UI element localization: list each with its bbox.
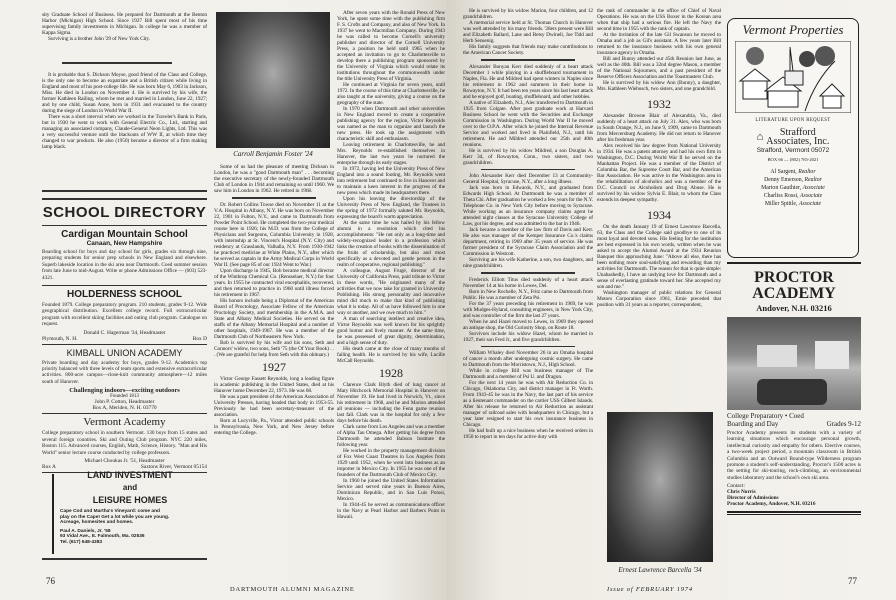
paragraph: Alexander Bunyan Kerr died suddenly of a heart attack December 1 while playing in a shuffleboard tournament in Naples, Fla. He and Mildred had spent winters in Naples since his retirement in 1962 and summers in their home in Rowayton, N.Y. It had been ten years since his last heart attack and he enjoyed golf, boating, shuffleboard, and other hobbies. xyxy=(463,63,593,100)
ad-body: Cape Cod and Martha's Vineyard: come and play on the Cape! Get a lot while you are young. Acreage, homesites and homes. xyxy=(60,509,170,526)
paragraph: His family suggests that friends may make contributions to the American Cancer Society. xyxy=(463,44,593,56)
ad-bar xyxy=(52,474,54,554)
paragraph: sity Graduate School of Business. He prepared for Dartmouth at the Benton Harbor (Michigan) High School. Since 1927 Bill spent most of his time supervising family investments in Michigan. In college he was a member of Kappa Sigma. xyxy=(42,12,207,36)
ad-location: Andover, N.H. 03216 xyxy=(756,303,832,313)
paragraph: Bill and Bunny attended our 45th Reunion last June, as well as the 40th. Bill was a 32nd degree Mason, a member of the National Sojourners, and a past president of the Reserve Officers Association and the Toastmasters Club. xyxy=(597,56,721,80)
obituary-text xyxy=(42,12,207,42)
paragraph: A memorial service held at St. Thomas Church in Hanover was well attended by his many friends. '28ers present were Bill and Elizabeth Ballard, Lane and Betsy Dwinell, Joe Tidd and Herb Sensenig. xyxy=(463,20,593,44)
school-name: Vermont Academy xyxy=(83,416,166,429)
paragraph: Alexander Browne Blair of Alexandria, Va., died suddenly of a heart attack on July 31. Alex, who was born in South Orange, N.J., on June 9, 1909, came to Dartmouth from Mercersburg Academy. He did not return to Hanover after his freshman year. xyxy=(597,113,721,143)
divider xyxy=(727,511,861,515)
paragraph: Some of us had the pleasure of meeting Dickson in London, he was a "good Dartmouth man" . . . becoming the executive secretary of the newly-founded Dartmouth Club of London in 1944 and remaining so until 1960. We saw him in London in 1962. He retired in 1968. xyxy=(214,164,334,194)
school-address: Saxtons River, Vermont 05154 xyxy=(140,463,207,470)
issue-footer: Issue of FEBRUARY 1974 xyxy=(607,586,693,593)
magazine-footer: DARTMOUTH ALUMNI MAGAZINE xyxy=(230,586,355,593)
obituary-moyse xyxy=(42,72,207,150)
divider xyxy=(481,272,575,274)
paragraph: Upon his leaving the directorship of the University Press of New England, the Trustees in the spring of 1972 formally saluted Mr. Reynolds, expressing the board's warm appreciation. xyxy=(337,196,445,220)
ad-headline: LAND INVESTMENT xyxy=(87,470,173,480)
school-directory-title: SCHOOL DIRECTORY xyxy=(42,198,207,226)
ad-body: Proctor Academy presents its students with a variety of learning situations which encourage personal growth, intellectual curiosity and empathy for others. Elective courses, a two-week project period, a mountain classroom in British Columbia and an Outward Bound-type Wilderness program promote a student's self-understanding. Proctor's 1500 acres is the setting for ski-touring, rock-climbing, an environmental studies laboratory and the school's own ski area. xyxy=(727,430,861,481)
paragraph: He is survived by his widow Ann (Bunny), a daughter, Mrs. Kathleen Wiebusch, two sisters, and one grandchild. xyxy=(597,80,721,92)
paragraph: A native of Elizabeth, N.J., Alec transferred to Dartmouth in 1925 from Colgate. After post graduate work at Harvard Business School he went with the Securities and Exchange Commission in Washington. During World War II he moved over to the O.P.A. After which he joined the Internal Revenue Service and worked and lived in Plainfield, N.J., until his retirement. He and Mildred attended our 25th and 40th reunions. xyxy=(463,99,593,148)
staff-member: Denny Emerson, Realtor xyxy=(764,177,822,183)
paragraph: For the 37 years preceding his retirement in 1969, he was with Mudges-Hyland, consulting engineers, in New York City, and was controller of the firm the last 27 years. xyxy=(463,300,593,319)
paragraph: His death came at the close of many months of failing health. He is survived by his wife, Lucille McCall Reynolds. xyxy=(337,346,445,364)
paragraph: For the next 14 years he was with Air Reduction Co. in Chicago, Oklahoma City, and district manager in Ft. Worth. From 1943-45 he was in the Navy, the last part of his service as a lieutenant commander on the carrier USS Gilbert Islands. After his release he returned to Air Reduction as assistant manager of railroad sales with headquarters in Chicago, but a year later resigned to start his own insurance business in Chicago. xyxy=(463,380,593,428)
paragraph: Clarence Clark Blyth died of lung cancer at Mary Hitchcock Memorial Hospital in Hanover on November 19. He had lived in Norwich, Vt., since his retirement in 1968, and he and Marion attended all reunions — including the Fenn game reunion last fall. Clark was in the hospital for only a few days before his death. xyxy=(337,382,445,424)
paragraph: After seven years with the Ronald Press of New York, he spent some time with the publishing firm F. S. Crofts and Company, and also of New York. In 1937 he went to Macmillan Company. During 1943 he was called to become Cornell's university publisher and director of the Cornell University Press, a position he held until 1965 when he accepted an invitation to go to Charlottesville to develop there a publishing program sponsored by the University of Virginia which would relate its institutions throughout the commonwealth under the title University Press of Virginia. xyxy=(337,10,445,82)
page-number: 77 xyxy=(848,576,857,586)
paragraph: At the same time he was hailed by his fellow alumni in a resolution which cited his accomplishments: "He not only as a long-time and widely-recognized leader in a profession which links the creation of books with the dissemination of the fruits of scholarship, but also and most specifically as a devoted and gentle person in the realm of cooperative, regional publishing." xyxy=(337,220,445,268)
company-phone: BOX 66 — (802) 765-2021 xyxy=(767,157,819,162)
staff-list xyxy=(728,168,858,208)
staff-member: Marion Gauthier, Associate xyxy=(761,185,825,191)
divider xyxy=(481,59,575,61)
divider xyxy=(62,62,172,64)
barn-logo-icon: ⌂ xyxy=(756,131,764,143)
campus-photo xyxy=(727,317,861,410)
school-holderness xyxy=(42,289,207,345)
paragraph: Bob is survived by his wife and his sons, Seth and Connors' widow, two sons, Seth '75 (the Of Your Book) . . . (We are grateful for help from Seth with this obituary.) xyxy=(214,339,334,358)
paragraph: It is probable that S. Dickson Moyse, good friend of the Class and College, is the only one to become an expatriate and a British citizen while living in England and most of his post-college life. He was born May 6, 1903 in Jackson, Miss. He died in London on November 4. He is survived by his wife, the former Kathleen Railing, whom he met and married in London, June 22, 1927; and by one child, Susan Anne, born in 1931 and evacuated to the country during the siege of London in World War II. xyxy=(42,72,207,114)
paragraph: Surviving are his wife Katherine, a son, two daughters, and nine grandchildren. xyxy=(463,257,593,269)
company-town: Strafford, Vermont 05072 xyxy=(756,147,830,154)
paragraph: In 1960 he joined the United States Information Service and served nine years in Buenos Aires, Dominican Republic, and in San Luis Potosi, Mexico. xyxy=(337,478,445,502)
divider xyxy=(232,197,316,199)
ad-contact-address: 93 Vidal Ave., E. Falmouth, Ma. 02536 xyxy=(60,534,145,540)
school-name: KIMBALL UNION ACADEMY xyxy=(66,347,183,358)
paragraph: Jack became a member of the law firm of Davis and Kerr. He also was manager of the Kemper Insurance Co.'s claims department, retiring in 1969 after 35 years of service. He was former president of the Syracuse Claim Association and the Commission in Westcott. xyxy=(463,227,593,257)
village-illustration xyxy=(735,41,851,113)
school-address: Box A, Meriden, N. H. 03770 xyxy=(92,405,157,412)
paragraph: Alex received his law degree from National University in 1934. He was a patent attorney and had his own firm in Washington, D.C. During World War II he served on the Manhattan Project. He was a member of the District of Columbia Bar, the Supreme Court Bar, and the American Bar Association. He was active in the Washington area in the rehabilitation of alcoholics and was a member of the D.C. Council on Alcoholism and Drug Abuse. He is survived by his widow Sylvia E. Blair, to whom the Class extends its deepest sympathy. xyxy=(597,143,721,203)
school-description: Boarding school for boys and day school for girls, grades six through nine, preparing students for senior prep schools in New England and elsewhere. Superb lakeside location in the ski area near Dartmouth. Coed summer session from late June to mid-August. Write or phone Admissions Office — (603) 523-4321. xyxy=(42,249,207,281)
ad-headline: LEISURE HOMES xyxy=(92,495,168,505)
paragraph: Jack was born in Edwards, N.Y., and graduated from Edwards High School. At Dartmouth he was a member of Theta Chi. After graduation he worked a few years for the N.Y. Telephone Co. in New York City before moving to Syracuse. While working as an insurance company claims agent he attended night classes at the Syracuse University College of Law, got his degree, and was admitted to the bar in 1946. xyxy=(463,185,593,227)
paragraph: Victor George Fassett Reynolds, long a leading figure in academic publishing in the United States, died at his Hanover home December 22, 1973. He was 68. xyxy=(214,375,334,394)
ad-headline: and xyxy=(122,483,138,492)
paragraph: In 1944-45 he served as communications officer in the Navy at Pearl Harbor and Barbers Point in Hawaii. xyxy=(337,502,445,520)
left-page xyxy=(0,0,447,600)
paragraph: His honors include being a Diplomat of the American Board of Proctology, Associate Fellow of the American Proctology Society, and membership in the A.M.A. and State and Albany Medical Societies. He served on the staffs of the Albany Memorial Hospital and a number of other hospitals, 1949-1967. He was a member of the Dartmouth Club of Northeastern New York. xyxy=(214,297,334,340)
school-description: Private boarding and day academy for boys, grades 9-12. Academics top priority balanced with three levels of team sports and extensive extracurricular activities. 800-acre campus—close-knit community atmosphere—12 miles south of Hanover. xyxy=(42,359,207,385)
paragraph: John Alexander Kerr died December 13 at Community-General Hospital, Syracuse, N.Y., after a long illness. xyxy=(463,173,593,185)
contact-address: Proctor Academy, Andover, N.H. 03216 xyxy=(727,501,816,508)
paragraph: Clark came from Los Angeles and was a member of Alpha Tau Omega. After getting his degree from Dartmouth he attended Babson Institute the following year. xyxy=(337,424,445,448)
land-investment-ad xyxy=(42,457,207,560)
obituary-column-2 xyxy=(597,8,721,308)
obituary-column-3 xyxy=(337,10,445,520)
paragraph: He continued at Virginia for seven years, until 1972. In the course of this time at Charlottesville, he also taught at the university, giving a course on the geography of the state. xyxy=(337,82,445,106)
staff-member: Charliss Rossi, Associate xyxy=(763,193,823,199)
obituary-column-2 xyxy=(214,164,334,436)
school-cardigan xyxy=(42,229,207,286)
paragraph: Born in New Rochelle, N.Y., Fritz came to Dartmouth from Public. He was a member of Zeta Psi. xyxy=(463,288,593,301)
school-name: Cardigan Mountain School xyxy=(61,229,188,240)
company-name: Associates, Inc. xyxy=(766,136,830,147)
paragraph: On the death January 19 of Ernest Lawrence Barcella, 63, the Class and the College said goodbye to one of its most loyal and devoted sons. His feeling for the institution are best expressed in his own words, written when he was asked to accept the Alumni Award at the 1934 Reunion Banquet this approaching June: "Above all else, there has been nothing more soul-satisfying and rewarding than my activities for Dartmouth. The reason for that is quite simple: Unabashedly, I have an undying love for Dartmouth and a sense of everlasting gratitude toward her. She accepted my son and me." xyxy=(597,224,721,290)
school-contact: Donald C. Hagerman '34, Headmaster xyxy=(83,329,166,336)
paragraph: A colleague, August Frugé, director of the University of California Press, paid tribute to Victor in these words, "He originated many of the activities that we now take for granted in University Publishing. His strong personality and innovative mind did much to make that kind of publishing what it is today. All of us have followed him in one way or another, and we owe much to him." xyxy=(337,268,445,316)
ad-tagline: Boarding and Day xyxy=(727,419,779,428)
divider xyxy=(481,346,575,348)
paragraph: William Whaley died November 26 in an Omaha hospital of cancer a month after undergoing cosmic surgery. He came to Dartmouth from the Morristown, N.J., High School. xyxy=(463,350,593,368)
contact-name: Chris Norris xyxy=(727,489,756,496)
ad-grades: Grades 9-12 xyxy=(826,419,861,428)
staff-member: Miller Spittle, Associate xyxy=(764,201,822,207)
paragraph: Upon discharge in 1945, Bob became medical director of the Winthrop Chemical Co. (Rensselaer, N.Y.) for four years. In 1955 he contracted viral encephalitis, recovered, and then returned to practice in 1960 until illness forced his retirement in 1967. xyxy=(214,267,334,298)
class-year-heading: 1934 xyxy=(647,208,671,222)
ad-contact-name: Paul A. Daniels, Jr. '58 xyxy=(60,528,111,534)
ad-title: Vermont Properties xyxy=(742,22,844,37)
contact-title: Director of Admissions xyxy=(727,495,779,502)
school-description: College preparatory school in southern Vermont. 130 boys from 15 states and several foreign countries. Ski and Outing Club program. NYC 220 miles, Boston 115. Advanced courses, English, Math, Science, History. "Man and His World" senior lecture course conducted by college professors. xyxy=(42,430,207,456)
divider xyxy=(42,190,207,192)
divider xyxy=(481,169,575,171)
paragraph: At the invitation of the late Gil Swanson he moved to Omaha and a job as Gil's assistant. A few years later Bill returned to the insurance business with his own general insurance agency in Omaha. xyxy=(597,32,721,56)
company-name: Strafford xyxy=(779,127,816,138)
ad-tagline: College Preparatory • Coed xyxy=(727,412,804,420)
contact-label: Contact: xyxy=(727,483,745,490)
page-number: 76 xyxy=(46,576,55,586)
proctor-academy-ad xyxy=(727,262,861,515)
school-address: Plymouth, N. H. xyxy=(42,335,78,342)
portrait-photo xyxy=(607,412,713,562)
portrait-photo xyxy=(216,12,330,148)
paragraph: In 1972, having led the University Press of New England into a sound footing, Mr. Reynolds went into retirement but continued to live in Hanover and to maintain a keen interest in the progress of the new press which made its headquarters there. xyxy=(337,166,445,196)
paragraph: Washington manager of public relations for General Motors Corporation since 1961, Ernie preceded that position with 31 years as a reporter, correspondent, xyxy=(597,290,721,308)
right-page xyxy=(447,0,896,600)
paragraph: Survivors include his widow Hazel, whom he married in 1927, their son Fred Jr., and five grandchildren. xyxy=(463,330,593,343)
paragraph: Frederick Elliott Titus died suddenly of a heart attack November 14 at his home in Lewes, Del. xyxy=(463,276,593,289)
paragraph: In 1970 when Dartmouth and other universities in New England moved to create a cooperative publishing agency for the region, Victor Reynolds was named as the man to organize and launch the new press. He took up the assignment with characteristic skill and enthusiasm. xyxy=(337,106,445,142)
paragraph: Leaving retirement in Charlottesville, he and Mrs. Reynolds re-established themselves in Hanover, the last two years he nurtured the enterprise through its early stages. xyxy=(337,142,445,166)
school-description: Founded 1879. College preparatory program. 210 students, grades 9-12. Wide geographical distribution. Excellent college record. Full extracurricular program with excellent skiing facilities and outing club program. Catalogue on request. xyxy=(42,302,207,328)
paragraph: He was a past president of the American Association of University Presses, having headed that body in 1953-55. Previously he had been secretary-treasurer of the association. xyxy=(214,393,334,418)
paragraph: He is survived by his widow Mildred, a son Douglas A. Kerr 3d, of Rowayton, Conn., two sisters, and two grandchildren. xyxy=(463,147,593,166)
class-year-heading: 1932 xyxy=(647,97,671,111)
school-directory xyxy=(42,198,207,473)
ad-title: PROCTOR ACADEMY xyxy=(752,269,836,302)
paragraph: He worked in the property management division of Fox West Coast Theatres in Los Angeles from 1929 until 1952, when he went into business as an importer in Mexico City. In 1955 he was one of the founders of the Dartmouth Club of Mexico City. xyxy=(337,448,445,478)
paragraph: He is survived by his widow Marion, four children, and 12 grandchildren. xyxy=(463,8,593,20)
staff-member: Al Sargent, Realtor xyxy=(770,169,816,175)
school-box: Box A xyxy=(42,463,56,470)
school-name: HOLDERNESS SCHOOL xyxy=(66,289,182,301)
paragraph: There was a short interval when we worked in the Traveler's Bank in Paris, but in 1930 he went to work with General Electric Co., Ltd., starting and managing an associated company, Claude-General Neon Lights, Ltd. This was a very successful venture until the blackouts of WW II, at which time they changed to war products. He also (1950) became a director of a firm making lamp black. xyxy=(42,114,207,150)
paragraph: the rank of commander in the office of Chief of Naval Operations. He was on the USS Boxer in the Korean area when that ship had a serious fire. He left the Navy the second time in 1955 with the rank of captain. xyxy=(597,8,721,32)
vermont-properties-ad xyxy=(727,18,859,258)
paragraph: Born at Lucyville, Pa., Victor attended public schools in Pennsylvania, New York, and New Jersey before entering the College. xyxy=(214,417,334,436)
ad-contact-phone: Tel. (617) 548-4383 xyxy=(60,539,103,545)
photo-caption: Ernest Lawrence Barcella '34 xyxy=(618,566,702,574)
class-year-heading: 1928 xyxy=(379,366,403,380)
paragraph: A man of searching intellect and creative idea, Victor Reynolds was well known for his sprightly good humor and lively manner. At the same time, he was possessed of great dignity, determination, and a high sense of duty. xyxy=(337,316,445,346)
paragraph: He had built up a nice business when he received orders in 1950 to report in ten days for active duty with xyxy=(463,428,593,440)
school-box: Box D xyxy=(192,335,207,342)
school-kimball-union xyxy=(42,348,207,415)
school-founded: Founded 1813 xyxy=(110,394,139,400)
obituary-column-1 xyxy=(463,8,593,440)
school-contact: Michael Choukas Jr. '51, Headmaster xyxy=(84,457,165,464)
paragraph: Surviving is a brother John '29 of New York City. xyxy=(48,36,150,42)
school-location: Canaan, New Hampshire xyxy=(86,240,163,247)
literature-note: LITERATURE UPON REQUEST xyxy=(755,118,831,123)
paragraph: When he and Hazel moved to Lewes, in 1969 they opened an antique shop, the Old Curiosity Shop, on Route 18. xyxy=(463,318,593,331)
school-contact: John P. Cotton, Headmaster xyxy=(94,399,155,406)
class-year-heading: 1927 xyxy=(262,359,286,374)
photo-caption: Carroll Benjamin Foster '24 xyxy=(233,150,313,158)
school-slogan: Challenging indoors—exciting outdoors xyxy=(69,387,180,395)
paragraph: Dr. Robert Collins Towse died on November 11 at the V.A. Hospital in Albany, N.Y. He was born on November 22, 1901 in Fulton, N.Y., and came to Dartmouth from Powder Point School. He completed the two-year medical course here in 1926; his M.D. was from the College of Physicians and Surgeons, Columbia University in 1928, with internship at St. Vincent's Hospital (N.Y. City) and residency at Grasslands, Valhalla, N.Y. From 1930-1942 he practiced medicine at White Plains, N.Y., after which he served as captain in the Army Medical Corps in World War II. (See page 85 of our 1924 Went to War.) xyxy=(214,201,334,268)
paragraph: While in college Bill was business manager of The Dartmouth and a member of Psi U. and Dragon. xyxy=(463,368,593,380)
